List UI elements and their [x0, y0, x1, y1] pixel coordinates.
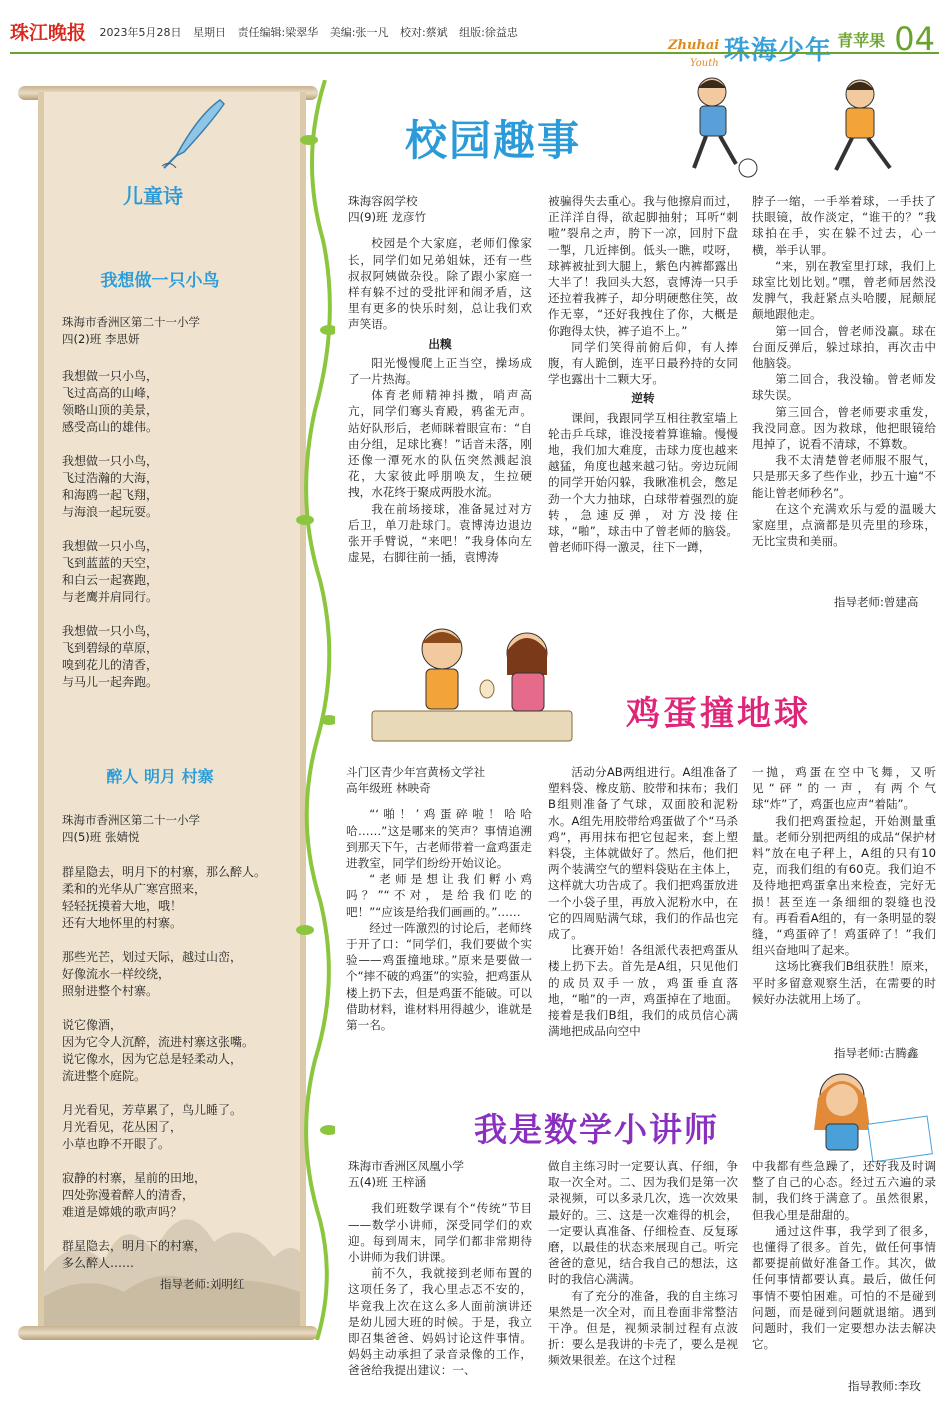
paragraph: 同学们笑得前俯后仰，有人捧腹，有人跪倒，连平日最矜持的女同学也露出十二颗大牙。: [548, 339, 738, 387]
subheading: 出糗: [428, 336, 452, 351]
article3-title: 我是数学小讲师: [474, 1110, 719, 1149]
header-weekday: 星期日: [193, 26, 227, 39]
article1-col2: [548, 193, 738, 555]
paragraph: 经过一阵激烈的讨论后，老师终于开了口：“同学们，我们要做个实验——鸡蛋撞地球。”原来是要做一个“摔不破的鸡蛋”的实验，把鸡蛋从楼上扔下去，但是鸡蛋不能破。可以借助材料，谁材料用得越少，谁就是第一名。: [346, 920, 532, 1033]
header-proof: 校对:蔡斌: [399, 26, 448, 39]
paragraph: 这场比赛我们B组获胜！原来，平时多留意观察生活，在需要的时候好办法就用上场了。: [752, 959, 936, 1006]
section-name: 青苹果: [837, 31, 886, 50]
paragraph: “来，别在教室里打球，我们上球室比划比划。”嘿，曾老师居然没发脾气，我赶紧点头哈腰，屁颠屁颠地跟他走。: [752, 258, 936, 322]
paragraph: 通过这件事，我学到了很多，也懂得了很多。首先，做任何事情都要提前做好准备工作。其次，做任何事情都要认真。最后，做任何事情不要怕困难。可怕的不是碰到问题，而是碰到问题就退缩。遇到问题时，我们一定要想办法去解决它。: [752, 1223, 936, 1352]
paragraph: 一抛，鸡蛋在空中飞舞，又听见“砰”的一声，有两个气球“炸”了，鸡蛋也应声“着陆”。: [752, 765, 936, 812]
brand-en2: Youth: [690, 58, 719, 69]
paragraph: 我在前场接球，准备晁过对方后卫，单刀赴球门。袁博涛边退边张开手臂说，“来吧！”我身体向左虚晃，右脚往前一插，袁博涛: [348, 501, 532, 565]
paragraph: 被骗得失去重心。我与他擦肩而过，正洋洋自得，欲起脚抽射；耳听“刺啦”裂帛之声，胯下一凉，回肘下盘一掣，几近摔倒。低头一瞧，哎呀，球裤被扯到大腿上，紫色内裤都露出大半了！我回头大怒，袁博涛一只手还拉着我裤子，却分明硬憋住笑，故作无辜，“还好我拽住了你，大概是你跑得太快，裤子追不上。”: [548, 194, 738, 338]
header-date: 2023年5月28日: [99, 26, 182, 39]
poem2-author: 珠海市香洲区第二十一小学 四(5)班 张婧悦: [62, 813, 200, 844]
article3-school: 珠海市香洲区凤凰小学: [348, 1159, 464, 1173]
poem2-text: 群星隐去，明月下的村寨，那么醉人。 柔和的光华从广寒宫照来， 轻轻抚摸着大地，哦！ 还有大地怀里的村寨。 那些光芒，划过天际，越过山峦， 好像流水一样绞绕， 照射进整个村寨。 说它像酒， 因为它令人沉醉，流进村寨这张嘴。 说它像水，因为它总是轻柔动人， 流进整个庭院。 月光看见，芳草累了，鸟儿睡了。 月光看见，花丛困了， 小草也睁不开眼了。 寂静的村寨，星前的田地， 四处弥漫着醉人的清香， 难道是嫦娥的歌声吗？ 群星隐去，明月下的村寨， 多么醉人……: [62, 865, 267, 1270]
article3-teacher: 指导教师:李玫: [848, 1379, 921, 1393]
paragraph: “‘啪！’鸡蛋碎啦！哈哈哈……”这是哪来的笑声？事情追溯到那天下午，古老师带着一盒鸡蛋走进教室，同学们纷纷开始议论。: [346, 807, 532, 871]
column-title: 儿童诗: [123, 184, 183, 208]
article2-byline: [346, 764, 532, 796]
paragraph: 比赛开始！各组派代表把鸡蛋从楼上扔下去。首先是A组，只见他们的成员双手一放，鸡蛋垂直落地，“啪”的一声，鸡蛋掉在了地面。接着是我们B组，我们的成员信心满满地把成品向空中: [548, 943, 738, 1039]
brand-en: Zhuhai: [668, 38, 720, 53]
paragraph: 阳光慢慢爬上正当空，操场成了一片热海。: [348, 355, 532, 387]
poem1-title: 我想做一只小鸟: [100, 271, 220, 291]
paragraph: 前不久，我就接到老师布置的这项任务了，我心里忐忑不安的，毕竟我上次在这么多人面前演讲还是幼儿园大班的时候。于是，我立即召集爸爸、妈妈讨论这件事情。妈妈主动承担了录音录像的工作，爸爸给我提出建议：一、: [348, 1266, 532, 1378]
paragraph: 在这个充满欢乐与爱的温暖大家庭里，点滴都是贝壳里的珍珠，无比宝贵和美丽。: [752, 501, 936, 549]
subheading: 逆转: [631, 391, 655, 406]
brand-cn: 珠海少年: [724, 36, 833, 66]
paragraph: 体育老师精神抖擞，哨声高亢，同学们骞头育殿，鸦雀无声。站好队形后，老师眯着眼宣布：“自由分组，足球比赛！”话音未落，刚还像一潭死水的队伍突然溅起浪花，大家彼此呼朋唤友，生拉硬拽，水花终于聚成两股水流。: [348, 388, 532, 500]
kids-soccer-image: [660, 72, 940, 192]
paragraph: “老师是想让我们孵小鸡吗？”“不对，是给我们吃的吧！”“应该是给我们画画的。”……: [346, 872, 532, 919]
article3-byline: [348, 1158, 532, 1190]
header-rule: [10, 52, 939, 54]
article1-teacher: 指导老师:曾建高: [834, 595, 919, 609]
page-header: [10, 18, 526, 45]
paragraph: 第一回合，曾老师没赢。球在台面反弹后，躲过球拍，再次击中他脑袋。: [752, 323, 936, 371]
paragraph: 我们把鸡蛋捡起，开始测量重量。老师分别把两组的成品“保护材料”放在电子秤上，A组的只有10克，而我们组的有60克。我们迫不及待地把鸡蛋拿出来检查，完好无损！甚至连一条细细的裂缝也没有。再看看A组的，有一条明显的裂缝，“鸡蛋碎了！鸡蛋碎了！”我们组兴奋地叫了起来。: [752, 813, 936, 958]
article3-col1: [348, 1158, 532, 1379]
vine-decoration: [295, 80, 335, 1340]
poem2-title: 醉人 明月 村寨: [106, 767, 214, 786]
article2-school: 斗门区青少年宫黄杨文学社: [346, 765, 486, 779]
header-layout: 组版:徐益忠: [459, 26, 518, 39]
masthead: 珠江晚报: [10, 22, 87, 44]
paragraph: 活动分AB两组进行。A组准备了塑料袋、橡皮筋、胶带和抹布；我们B组则准备了气球，双面胶和泥粉水。A组先用胶带给鸡蛋做了个“马杀鸡”，再用抹布把它包起来，套上塑料袋，主体就做好了。然后，他们把两个装满空气的塑料袋贴在主体上，这样就大功告成了。我们把鸡蛋放进一个小袋子里，再放入泥粉水中，在它的四周贴满气球，我们的作品也完成了。: [548, 765, 738, 942]
girl-studying-image: [790, 1064, 940, 1164]
paragraph: 第二回合，我没输。曾老师发球失误。: [752, 372, 936, 403]
article2-title: 鸡蛋撞地球: [626, 694, 811, 734]
kids-egg-experiment-image: [352, 615, 592, 755]
page-number: 04: [894, 20, 935, 58]
article2-teacher: 指导老师:古腾鑫: [834, 1046, 919, 1060]
poem2-teacher: 指导老师:刘明红: [160, 1277, 245, 1291]
article2-class: 高年级班 林映奇: [346, 781, 431, 796]
header-design: 美编:张一凡: [329, 26, 389, 39]
paragraph: 我们班数学课有个“传统”节目——数学小讲师，深受同学们的欢迎。每到周末，同学们都非常期待小讲师为我们讲课。: [348, 1201, 532, 1265]
article3-class: 五(4)班 王梓涵: [348, 1175, 427, 1190]
paragraph: 校园是个大家庭，老师们像家长，同学们如兄弟姐妹，还有一些叔叔阿姨做杂役。除了跟小家庭一样有躲不过的受批评和闹矛盾，这里有更多的快乐时刻，总让我们欢声笑语。: [348, 236, 532, 332]
article2-col2: [548, 764, 738, 1039]
article1-col3: [752, 193, 936, 549]
article3-col3: [752, 1158, 936, 1352]
header-editor: 责任编辑:梁翠华: [237, 26, 319, 39]
article2-col3: [752, 764, 936, 1007]
paragraph: 我不太清楚曾老师服不服气，只是那天多了些作业，抄五十遍“不能让曾老师秒名”。: [752, 453, 936, 500]
poem1-text: 我想做一只小鸟， 飞过高高的山峰， 领略山顶的美景， 感受高山的雄伟。 我想做一只小鸟， 飞过浩瀚的大海， 和海鸥一起飞翔， 与海浪一起玩耍。 我想做一只小鸟， 飞到蓝蓝的天空， 和白云一起赛跑， 与老鹰并肩同行。 我想做一只小鸟， 飞到碧绿的草原， 嗅到花儿的清香， 与马儿一起奔跑。: [62, 369, 159, 689]
paragraph: 脖子一缩，一手举着球，一手扶了扶眼镜，故作淡定，“谁干的？”我球拍在手，实在躲不过去，心一横，举手认罪。: [752, 194, 936, 257]
paragraph: 课间，我跟同学互相往教室墙上轮击乒乓球，谁没接着算谁输。慢慢地，我们加大难度，击球力度也越来越猛，角度也越来越刁钻。旁边玩闹的同学开始闪躲，我瞅准机会，憋足劲一个大力抽球，白球带着强烈的旋转，急速反弹，对方没接住球，“啪”，球击中了曾老师的脑袋。曾老师吓得一激灵，往下一蹲，: [548, 410, 738, 555]
article1-col1: [348, 193, 532, 565]
article1-title: 校园趣事: [405, 116, 582, 165]
article2-col1: [346, 764, 532, 1033]
paragraph: 做自主练习时一定要认真、仔细，争取一次全对。二、因为我们是第一次录视频，可以多录几次，选一次效果最好的。三、这是一次难得的机会，一定要认真准备、仔细检查、反复琢磨，以最佳的状态来展现自己。听完爸爸的意见，结合我自己的想法，这时的我信心满满。: [548, 1159, 738, 1287]
article1-school: 珠海容闳学校: [348, 194, 418, 208]
article1-class: 四(9)班 龙彦竹: [348, 210, 427, 225]
paragraph: 第三回合，曾老师要求重发，我没同意。因为救球，他把眼镜给甩掉了，说看不清球，不算数。: [752, 404, 936, 452]
poem1-author: 珠海市香洲区第二十一小学 四(2)班 李思妍: [62, 315, 200, 346]
quill-pen-icon: [150, 94, 230, 174]
scroll-bottom-rod: [18, 1326, 318, 1340]
article1-byline: [348, 193, 532, 225]
paragraph: 中我都有些急躁了，还好我及时调整了自己的心态。经过五六遍的录制，我们终于满意了。虽然很累，但我心里是甜甜的。: [752, 1159, 936, 1222]
article3-col2: [548, 1158, 738, 1369]
paragraph: 有了充分的准备，我的自主练习果然是一次全对，而且卷面非常整洁干净。但是，视频录制过程有点波折：要么是我讲的卡壳了，要么是视频效果很差。在这个过程: [548, 1288, 738, 1368]
